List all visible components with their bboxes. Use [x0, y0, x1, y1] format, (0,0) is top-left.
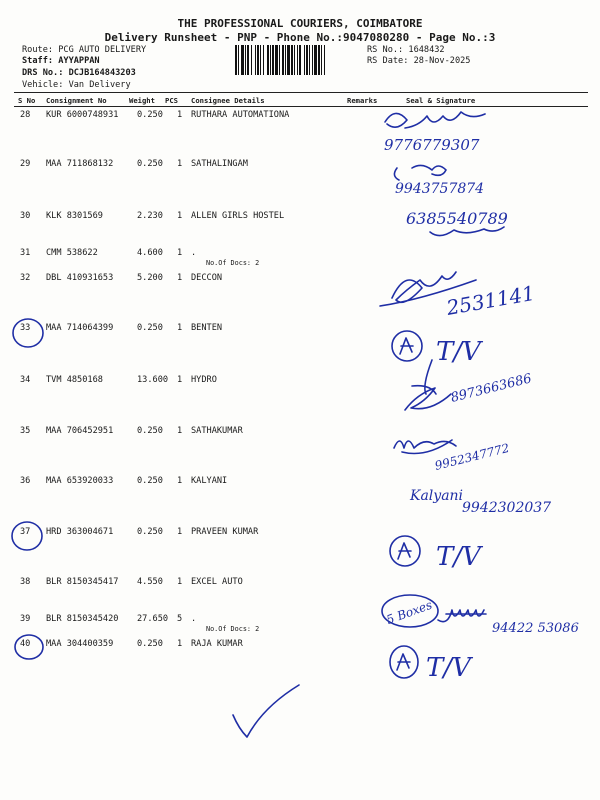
row-consignment: MAA 714064399 — [46, 323, 114, 333]
col-consignee: Consignee Details — [191, 96, 265, 105]
handwritten-phone-39: 94422 53086 — [492, 621, 579, 636]
row-consignee: KALYANI — [191, 476, 228, 486]
handwritten-tv-33: T/V — [436, 337, 481, 367]
row-sno: 39 — [20, 614, 31, 624]
row-pcs: 1 — [177, 639, 183, 649]
row-consignee: ALLEN GIRLS HOSTEL — [191, 211, 285, 221]
stamp-mark-40 — [397, 654, 410, 670]
row-consignment: MAA 711868132 — [46, 159, 114, 169]
row-sno: 40 — [20, 639, 31, 649]
route-label: Route: PCG AUTO DELIVERY — [22, 45, 147, 55]
staff-label: Staff: AYYAPPAN — [22, 56, 100, 66]
row-consignment: MAA 304400359 — [46, 639, 114, 649]
signature-39 — [438, 610, 486, 622]
row-consignee: HYDRO — [191, 375, 217, 385]
row-consignment: TVM 4850168 — [46, 375, 103, 385]
row-consignment: BLR 8150345420 — [46, 614, 119, 624]
row-consignment: DBL 410931653 — [46, 273, 114, 283]
row-sno: 35 — [20, 426, 31, 436]
col-seal-signature: Seal & Signature — [406, 96, 476, 105]
row-weight: 0.250 — [137, 426, 163, 436]
row-consignment: KUR 6000748931 — [46, 110, 119, 120]
handwritten-phone-35: 9952347772 — [433, 440, 511, 473]
row-pcs: 1 — [177, 476, 183, 486]
handwritten-phone-36: 9942302037 — [462, 500, 552, 516]
handwritten-boxes-39: 5 Boxes — [384, 597, 434, 628]
handwritten-phone-34: 8973663686 — [449, 371, 534, 406]
row-consignee: . — [191, 614, 197, 624]
row-docs-note: No.Of Docs: 2 — [206, 625, 260, 633]
handwritten-tv-40: T/V — [426, 653, 471, 683]
signature-29 — [394, 165, 446, 180]
signature-34 — [405, 360, 451, 410]
signature-28 — [385, 112, 485, 128]
handwritten-phone-29: 9943757874 — [395, 181, 485, 197]
row-pcs: 1 — [177, 577, 183, 587]
row-consignee: . — [191, 248, 197, 258]
row-consignment: MAA 653920033 — [46, 476, 114, 486]
row-weight: 5.200 — [137, 273, 163, 283]
row-consignee: DECCON — [191, 273, 223, 283]
row-consignee: EXCEL AUTO — [191, 577, 243, 587]
row-consignee: SATHAKUMAR — [191, 426, 243, 436]
row-pcs: 1 — [177, 110, 183, 120]
row-pcs: 1 — [177, 375, 183, 385]
row-weight: 2.230 — [137, 211, 163, 221]
row-pcs: 1 — [177, 248, 183, 258]
row-sno: 30 — [20, 211, 31, 221]
row-pcs: 1 — [177, 323, 183, 333]
row-sno: 29 — [20, 159, 31, 169]
row-consignment: KLK 8301569 — [46, 211, 103, 221]
handwritten-phone-28: 9776779307 — [384, 136, 480, 154]
row-weight: 0.250 — [137, 639, 163, 649]
serial-circle-40 — [15, 635, 43, 659]
row-weight: 0.250 — [137, 159, 163, 169]
row-consignment: BLR 8150345417 — [46, 577, 119, 587]
row-pcs: 1 — [177, 159, 183, 169]
row-pcs: 1 — [177, 527, 183, 537]
handwritten-phone-30: 6385540789 — [406, 209, 508, 228]
col-weight: Weight — [129, 96, 155, 105]
row-consignment: MAA 706452951 — [46, 426, 114, 436]
serial-circle-33 — [13, 319, 43, 347]
company-title: THE PROFESSIONAL COURIERS, COIMBATORE — [177, 17, 423, 30]
row-sno: 32 — [20, 273, 31, 283]
col-consignment: Consignment No — [46, 96, 107, 105]
row-weight: 0.250 — [137, 527, 163, 537]
col-sno: S No — [18, 96, 36, 105]
row-pcs: 5 — [177, 614, 183, 624]
row-sno: 31 — [20, 248, 31, 258]
row-pcs: 1 — [177, 426, 183, 436]
row-weight: 13.600 — [137, 375, 169, 385]
row-weight: 4.550 — [137, 577, 163, 587]
handwritten-number-32: 2531141 — [444, 280, 537, 320]
row-weight: 0.250 — [137, 323, 163, 333]
row-pcs: 1 — [177, 273, 183, 283]
row-consignment: CMM 538622 — [46, 248, 98, 258]
row-sno: 28 — [20, 110, 31, 120]
row-sno: 37 — [20, 527, 31, 537]
row-consignee: SATHALINGAM — [191, 159, 248, 169]
drs-number: DRS No.: DCJB164843203 — [22, 68, 136, 78]
row-consignment: HRD 363004671 — [46, 527, 114, 537]
row-weight: 27.650 — [137, 614, 169, 624]
row-docs-note: No.Of Docs: 2 — [206, 259, 260, 267]
col-remarks: Remarks — [347, 96, 378, 105]
handwritten-tv-37: T/V — [436, 542, 481, 572]
row-consignee: RUTHARA AUTOMATIONA — [191, 110, 290, 120]
row-pcs: 1 — [177, 211, 183, 221]
row-weight: 0.250 — [137, 110, 163, 120]
signature-30 — [430, 227, 504, 236]
row-sno: 34 — [20, 375, 31, 385]
row-sno: 36 — [20, 476, 31, 486]
row-sno: 38 — [20, 577, 31, 587]
row-sno: 33 — [20, 323, 31, 333]
checkmark-icon — [233, 685, 299, 737]
serial-circle-37 — [12, 522, 42, 550]
stamp-mark-37 — [398, 543, 411, 559]
rs-date: RS Date: 28-Nov-2025 — [367, 56, 471, 66]
col-pcs: PCS — [165, 96, 178, 105]
row-weight: 4.600 — [137, 248, 163, 258]
vehicle-label: Vehicle: Van Delivery — [22, 80, 131, 90]
row-consignee: PRAVEEN KUMAR — [191, 527, 259, 537]
row-weight: 0.250 — [137, 476, 163, 486]
row-consignee: BENTEN — [191, 323, 223, 333]
signature-35 — [394, 440, 456, 454]
stamp-mark-33 — [400, 338, 413, 354]
rs-number: RS No.: 1648432 — [367, 45, 445, 55]
row-consignee: RAJA KUMAR — [191, 639, 243, 649]
handwritten-name-36: Kalyani — [410, 488, 464, 504]
runsheet-title: Delivery Runsheet - PNP - Phone No.:9047080280 - Page No.:3 — [104, 31, 496, 44]
